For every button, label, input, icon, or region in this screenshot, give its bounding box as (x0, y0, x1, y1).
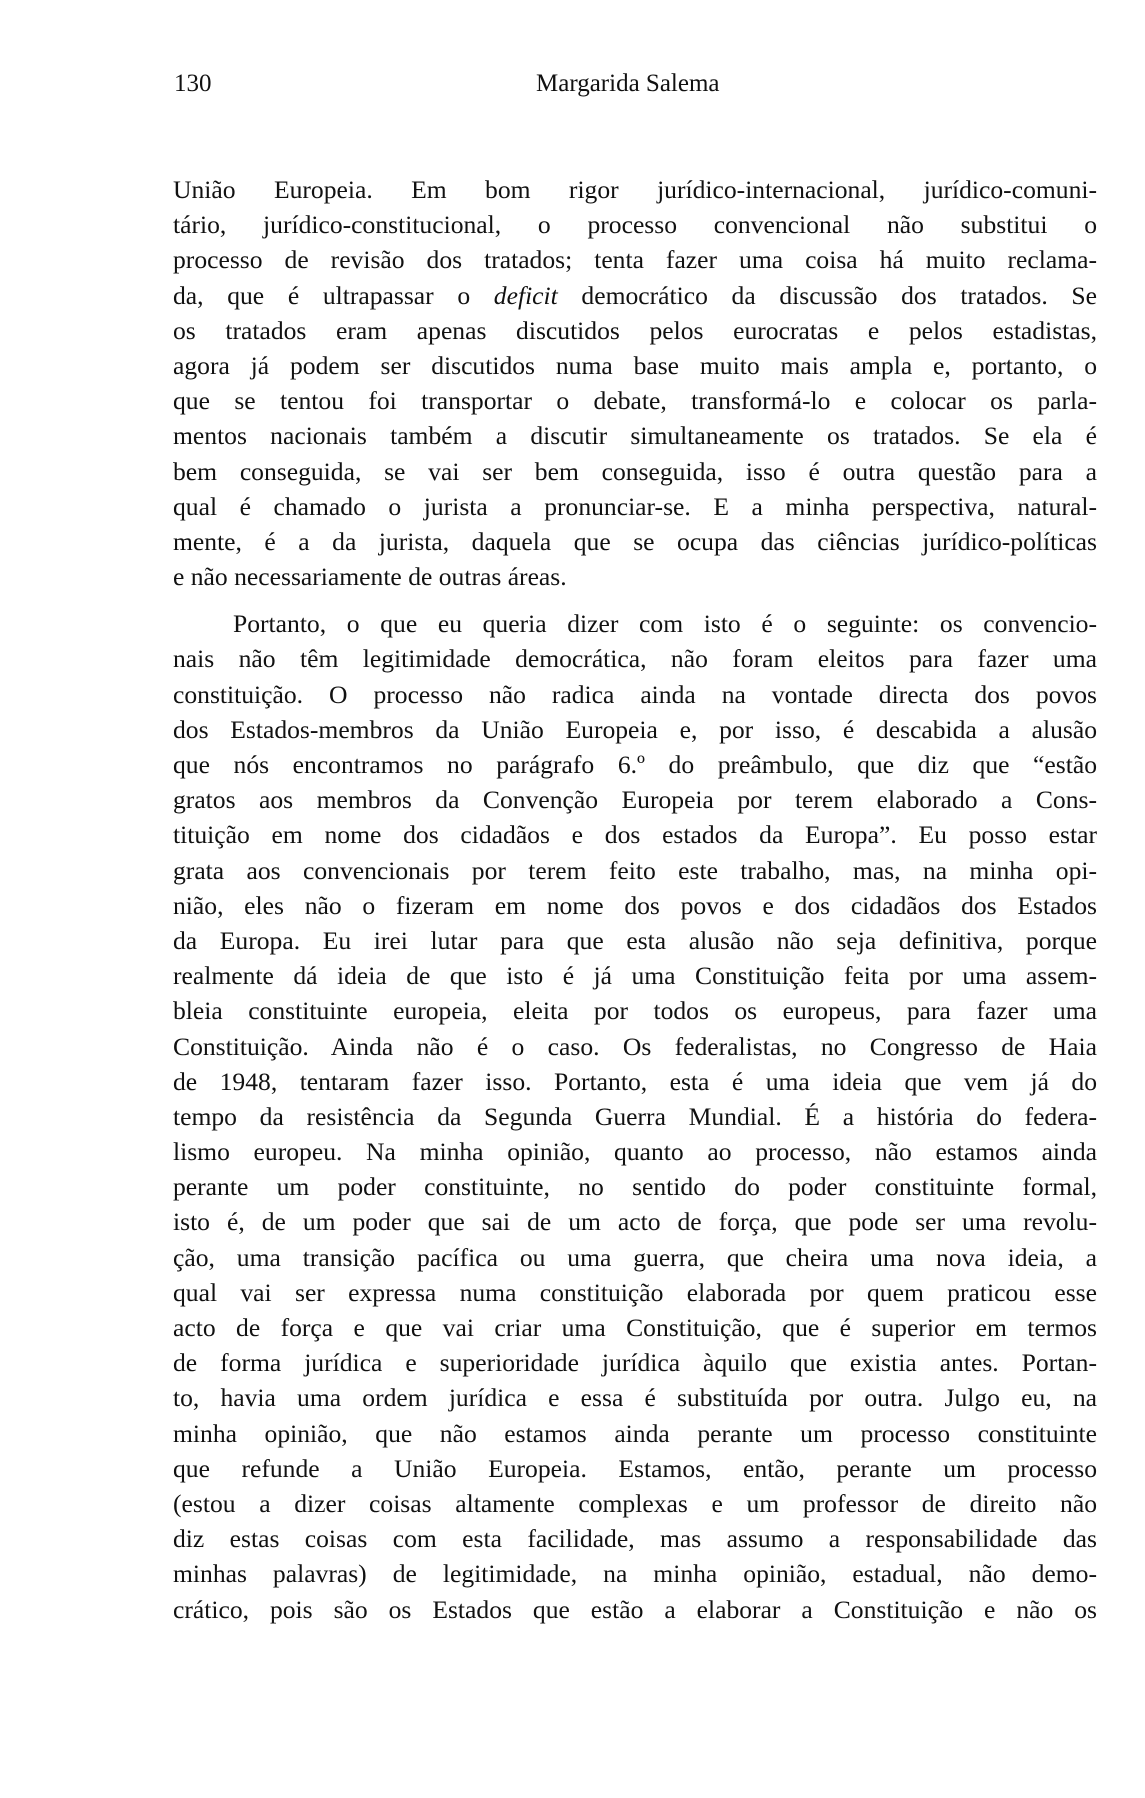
text-line: constituição. O processo não radica ainda na vontade directa dos povos (173, 679, 1097, 709)
text-line: nião, eles não o fizeram em nome dos povos e dos cidadãos dos Estados (173, 890, 1097, 920)
text-line: agora já podem ser discutidos numa base muito mais ampla e, portanto, o (173, 350, 1097, 380)
text-line: to, havia uma ordem jurídica e essa é substituída por outra. Julgo eu, na (173, 1383, 1097, 1413)
text-line: e não necessariamente de outras áreas. (173, 562, 567, 592)
paragraph (173, 172, 1097, 594)
text-line: da Europa. Eu irei lutar para que esta alusão não seja definitiva, porque (173, 925, 1097, 955)
text-line: os tratados eram apenas discutidos pelos eurocratas e pelos estadistas, (173, 315, 1097, 345)
running-header (174, 70, 1098, 104)
text-line: qual é chamado o jurista a pronunciar-se. E a minha perspectiva, natural- (173, 491, 1097, 521)
text-line: da, que é ultrapassar o deficit democrático da discussão dos tratados. Se (173, 280, 1097, 310)
text-line: tário, jurídico-constitucional, o processo convencional não substitui o (173, 210, 1097, 240)
text-line: União Europeia. Em bom rigor jurídico-internacional, jurídico-comuni- (173, 175, 1097, 204)
text-line: realmente dá ideia de que isto é já uma Constituição feita por uma assem- (173, 961, 1097, 991)
text-line: lismo europeu. Na minha opinião, quanto ao processo, não estamos ainda (173, 1137, 1097, 1167)
paragraph-gap (173, 594, 1097, 606)
text-line: tituição em nome dos cidadãos e dos estados da Europa”. Eu posso estar (173, 820, 1097, 850)
text-line: gratos aos membros da Convenção Europeia por terem elaborado a Cons- (173, 785, 1097, 815)
text-line: diz estas coisas com esta facilidade, mas assumo a responsabilidade das (173, 1524, 1097, 1554)
text-line: de forma jurídica e superioridade jurídica àquilo que existia antes. Portan- (173, 1348, 1097, 1378)
text-line: mente, é a da jurista, daquela que se ocupa das ciências jurídico-políticas (173, 526, 1097, 556)
text-line: minhas palavras) de legitimidade, na minha opinião, estadual, não demo- (173, 1559, 1097, 1589)
text-line: acto de força e que vai criar uma Constituição, que é superior em termos (173, 1313, 1097, 1342)
italic-term: deficit (493, 280, 558, 310)
text-line: perante um poder constituinte, no sentido do poder constituinte formal, (173, 1172, 1097, 1202)
text-line: processo de revisão dos tratados; tenta fazer uma coisa há muito reclama- (173, 245, 1097, 275)
text-line: grata aos convencionais por terem feito este trabalho, mas, na minha opi- (173, 855, 1097, 885)
text-line: mentos nacionais também a discutir simultaneamente os tratados. Se ela é (173, 421, 1097, 451)
text-line: que se tentou foi transportar o debate, transformá-lo e colocar os parla- (173, 386, 1097, 416)
text-line: minha opinião, que não estamos ainda perante um processo constituinte (173, 1418, 1097, 1448)
text-line: nais não têm legitimidade democrática, não foram eleitos para fazer uma (173, 644, 1097, 674)
text-line: isto é, de um poder que sai de um acto de força, que pode ser uma revolu- (173, 1207, 1097, 1237)
page-number: 130 (174, 70, 212, 97)
text-line: que nós encontramos no parágrafo 6.º do preâmbulo, que diz que “estão (173, 750, 1097, 779)
text-line: ção, uma transição pacífica ou uma guerra, que cheira uma nova ideia, a (173, 1242, 1097, 1272)
text-line: Constituição. Ainda não é o caso. Os federalistas, no Congresso de Haia (173, 1031, 1097, 1061)
text-line: qual vai ser expressa numa constituição elaborada por quem praticou esse (173, 1277, 1097, 1307)
text-line: dos Estados-membros da União Europeia e, por isso, é descabida a alusão (173, 714, 1097, 744)
text-line: de 1948, tentaram fazer isso. Portanto, esta é uma ideia que vem já do (173, 1066, 1097, 1096)
text-line: bleia constituinte europeia, eleita por todos os europeus, para fazer uma (173, 996, 1097, 1026)
text-line: crático, pois são os Estados que estão a elaborar a Constituição e não os (173, 1594, 1097, 1624)
text-line: (estou a dizer coisas altamente complexas e um professor de direito não (173, 1488, 1097, 1518)
text-line: que refunde a União Europeia. Estamos, então, perante um processo (173, 1453, 1097, 1483)
paragraph (173, 606, 1097, 1626)
body-text (173, 172, 1097, 1627)
text-line: tempo da resistência da Segunda Guerra Mundial. É a história do federa- (173, 1101, 1097, 1131)
running-header-author: Margarida Salema (536, 70, 720, 97)
text-line: Portanto, o que eu queria dizer com isto é o seguinte: os convencio- (233, 609, 1097, 639)
text-line: bem conseguida, se vai ser bem conseguida, isso é outra questão para a (173, 456, 1097, 486)
